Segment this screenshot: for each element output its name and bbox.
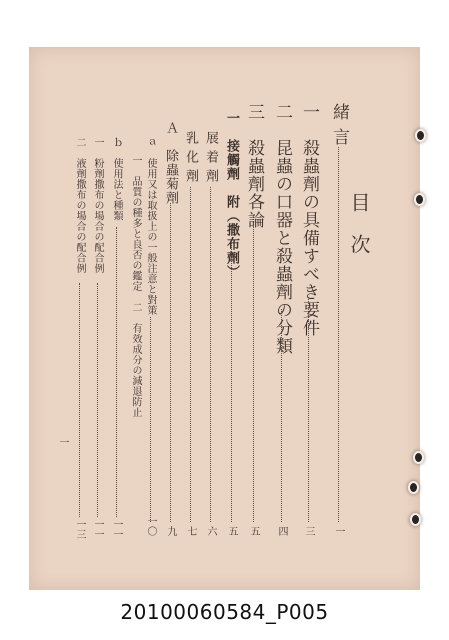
binding-hole bbox=[410, 483, 417, 492]
toc-entry-5: 展着劑 bbox=[203, 131, 218, 188]
leader-dots bbox=[97, 283, 98, 517]
image-caption: 20100060584_P005 bbox=[120, 600, 329, 624]
leader-dots bbox=[308, 297, 309, 522]
leader-dots bbox=[338, 147, 339, 522]
document-page bbox=[29, 47, 420, 590]
leader-dots bbox=[190, 187, 191, 522]
page-number: 九 bbox=[165, 526, 176, 536]
toc-entry-11: 一 粉劑撒布の場合の配合例 bbox=[92, 137, 103, 274]
toc-entry-10: ｂ 使用法と種類 bbox=[111, 137, 122, 221]
leader-dots bbox=[79, 283, 80, 517]
leader-dots bbox=[231, 239, 232, 522]
leader-dots bbox=[210, 187, 211, 522]
leader-dots bbox=[150, 317, 151, 522]
leader-dots bbox=[253, 215, 254, 522]
page-title: 目次 bbox=[347, 192, 371, 276]
page-number: 一一 bbox=[111, 519, 122, 539]
page-number: 六 bbox=[205, 526, 216, 536]
toc-entry-6: 乳化劑 bbox=[183, 131, 198, 188]
page-number: 五 bbox=[226, 526, 237, 536]
toc-entry-8: ａ 使用又は取扱上の一般注意と對策 bbox=[145, 137, 156, 316]
page-number: 一一 bbox=[92, 519, 103, 539]
footer-mark: 一 bbox=[57, 437, 68, 448]
page-number: 一三 bbox=[74, 519, 85, 539]
toc-entry-4: 一 接觸劑 附（撒布劑） bbox=[224, 111, 239, 279]
leader-dots bbox=[116, 227, 117, 517]
toc-entry-12: 二 液劑撒布の場合の配合例 bbox=[74, 137, 85, 274]
toc-entry-9: 一 品質の種多と良否の鑑定 二 有效成分の減退防止 bbox=[130, 155, 141, 418]
leader-dots bbox=[170, 203, 171, 522]
toc-entry-2: 二 昆蟲の口器と殺蟲劑の分類 bbox=[272, 103, 292, 355]
toc-entry-7: Ａ 除蟲菊劑 bbox=[163, 121, 178, 205]
page-number: 一 bbox=[333, 526, 344, 536]
binding-hole bbox=[412, 515, 419, 524]
toc-entry-intro: 緒言 bbox=[329, 103, 349, 153]
binding-hole bbox=[416, 195, 423, 204]
page-number: 七 bbox=[185, 526, 196, 536]
binding-hole bbox=[415, 453, 422, 462]
page-number: 五 bbox=[248, 526, 259, 536]
toc-entry-1: 一 殺蟲劑の具備すべき要件 bbox=[299, 103, 319, 337]
page-number: 一〇 bbox=[145, 516, 156, 536]
toc-entry-3: 三 殺蟲劑各論 bbox=[244, 103, 264, 229]
page-number: 三 bbox=[303, 526, 314, 536]
leader-dots bbox=[281, 309, 282, 522]
binding-hole bbox=[417, 131, 424, 140]
page-number: 四 bbox=[276, 526, 287, 536]
